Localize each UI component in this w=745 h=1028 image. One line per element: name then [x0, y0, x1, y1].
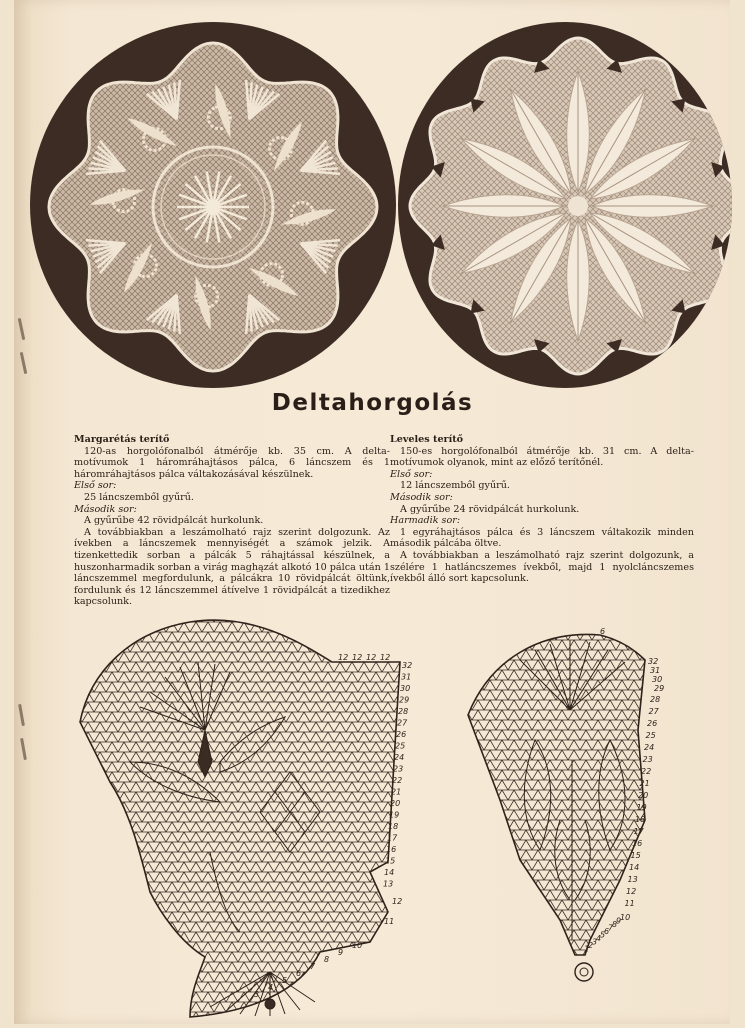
row-number: 24	[394, 753, 405, 762]
row-number: 12	[352, 653, 363, 662]
row-number: 26	[396, 730, 407, 739]
row-number: 10	[352, 941, 363, 950]
left-continuation: A továbbiakban a leszámolható rajz szerint dolgozunk. Az ívekben a láncszemek mennyiségét a számok jelzik. A tizenkettedik sorban a pálcák 5 ráhajtással készülnek, a huszonharmadik sorban a virág maghązát alkotó 10 pálca után 1 láncszemmel megfordulunk, a pálcákra 10 rövidpálcát öltünk, fordulunk és 12 láncszemmel átívelve 1 rövidpálcát a tizedikhez kapcsolunk.	[74, 526, 390, 608]
right-continuation: A továbbiakban a leszámolható rajz szerint dolgozunk, a szélére 1 hatláncszemes ívekből, majd 1 nyolcláncszemes ívekből álló sort kapcsolunk.	[390, 549, 694, 585]
margaretas-doily-photo	[30, 22, 396, 388]
row-number: 15	[385, 856, 396, 866]
right-row3-text: 1 egyráhajtásos pálca és 3 láncszem váltakozik minden második pálcába öltve.	[390, 526, 694, 550]
row-number: 14	[629, 863, 640, 872]
row-number: 29	[654, 684, 665, 693]
row-number: 9	[616, 916, 622, 926]
right-row1-label: Első sor:	[390, 468, 433, 480]
row-number: 1	[584, 944, 590, 954]
row-number: 31	[401, 672, 412, 682]
row-number: 28	[650, 695, 661, 704]
row-number: 30	[400, 684, 411, 693]
row-number: 10	[620, 913, 631, 922]
right-intro: 150-es horgolófonalból átmérője kb. 31 cm. A delta-motívumok olyanok, mint az előző terítőnél.	[390, 445, 694, 469]
row-number: 27	[648, 707, 659, 716]
row-number: 28	[398, 707, 409, 716]
row-number: 32	[648, 657, 659, 666]
row-number: 13	[627, 875, 638, 884]
row-number: 27	[397, 718, 408, 728]
row-number: 11	[624, 899, 635, 908]
margaretas-crochet-diagram	[70, 612, 420, 1024]
row-number: 6	[604, 927, 610, 936]
row-number: 17	[633, 827, 644, 836]
row-number: 19	[636, 803, 647, 812]
row-number: 6	[296, 969, 302, 978]
right-heading: Leveles terítő	[390, 434, 464, 445]
left-row1-text: 25 láncszemből gyűrű.	[84, 491, 194, 503]
row-number: 21	[639, 779, 650, 788]
row-number: 4	[596, 934, 602, 943]
row-number: 8	[612, 920, 618, 929]
left-intro: 120-as horgolófonalból átmérője kb. 35 cm. A delta-motívumok 1 háromráhajtásos pálca, 6 láncszem és 1 háromráhajtásos pálca váltakozásával készülnek.	[74, 445, 390, 480]
row-number: 23	[642, 755, 653, 764]
leveles-doily-photo	[398, 22, 732, 388]
row-number: 13	[383, 879, 394, 889]
left-heading: Margarétás terítő	[74, 434, 170, 445]
row-number: 12	[380, 653, 391, 662]
row-number: 21	[391, 787, 402, 797]
row-number: 12	[338, 653, 349, 662]
row-number: 14	[384, 868, 395, 877]
row-number: 8	[324, 955, 330, 964]
row-number: 16	[386, 845, 397, 854]
row-number: 12	[626, 887, 637, 896]
row-number: 18	[388, 822, 399, 831]
row-number: 31	[650, 666, 661, 675]
row-number: 4	[268, 983, 274, 992]
right-row2-label: Második sor:	[390, 491, 453, 503]
row-number: 23	[393, 764, 404, 774]
row-number: 26	[647, 719, 658, 728]
row-number: 20	[638, 791, 649, 800]
row-number: 5	[600, 930, 606, 940]
right-row3-label: Harmadik sor:	[390, 515, 461, 527]
row-number: 12	[392, 897, 403, 906]
row-number: 25	[645, 731, 656, 740]
row-number: 20	[390, 799, 401, 808]
left-instructions	[74, 434, 390, 608]
row-number: 18	[635, 815, 646, 824]
row-number: 3	[592, 937, 598, 947]
right-instructions	[390, 434, 694, 585]
row-number: 7	[310, 962, 316, 971]
row-number: 6	[600, 627, 606, 636]
row-number: 7	[608, 923, 614, 933]
row-number: 19	[389, 810, 400, 820]
row-number: 3	[254, 990, 260, 999]
right-row2-text: A gyűrűbe 24 rövidpálcát hurkolunk.	[400, 503, 580, 515]
row-number: 25	[395, 741, 406, 751]
leveles-crochet-diagram	[460, 620, 690, 990]
left-row1-label: Első sor:	[74, 480, 117, 492]
row-number: 29	[399, 695, 410, 705]
row-number: 12	[366, 653, 377, 662]
right-row1-text: 12 láncszemből gyűrű.	[400, 480, 510, 492]
row-number: 30	[652, 675, 663, 684]
row-number: 15	[630, 851, 641, 860]
row-number: 11	[384, 917, 395, 926]
row-number: 16	[632, 839, 643, 848]
page-title: Deltahorgolás	[271, 390, 474, 416]
row-number: 9	[338, 948, 344, 957]
left-row2-text: A gyűrűbe 42 rövidpálcát hurkolunk.	[84, 515, 264, 527]
row-number: 22	[392, 776, 403, 785]
row-number: 5	[282, 976, 288, 985]
left-row2-label: Második sor:	[74, 503, 137, 515]
row-number: 22	[641, 767, 652, 776]
row-number: 2	[588, 941, 594, 950]
row-number: 24	[644, 743, 655, 752]
row-number: 17	[387, 833, 398, 843]
row-number: 32	[402, 661, 413, 670]
